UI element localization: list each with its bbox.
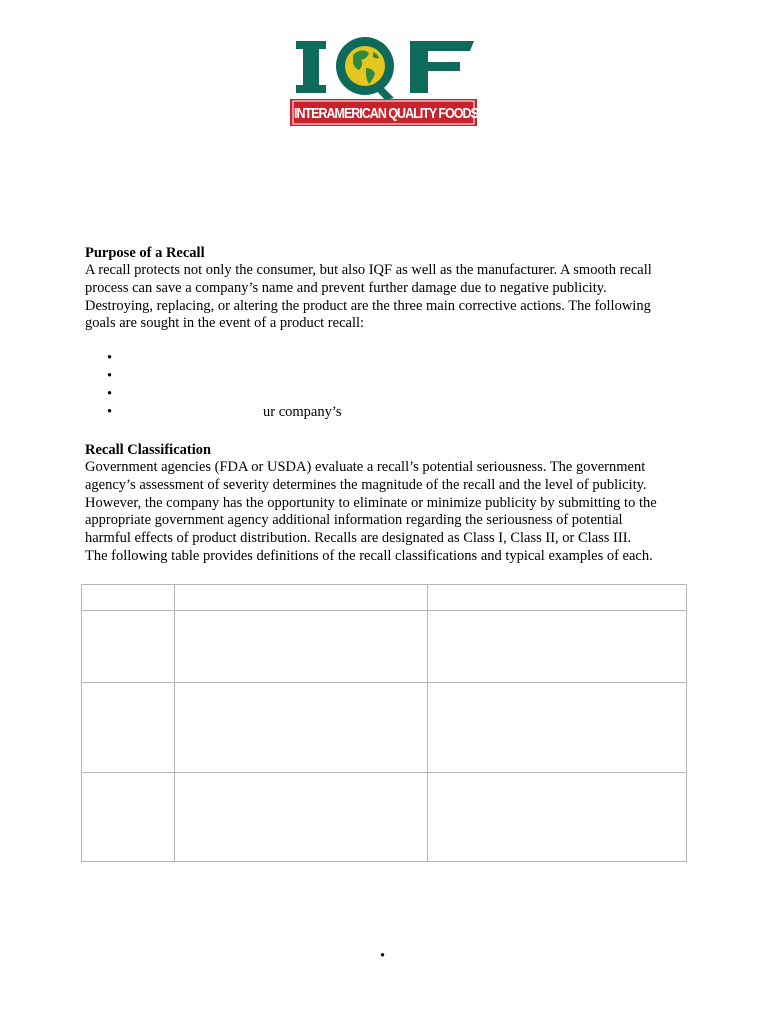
table-cell [82, 773, 175, 862]
purpose-line: Destroying, replacing, or altering the product are the three main corrective actions. The following [85, 297, 651, 314]
logo-tagline: INTERAMERICAN QUALITY FOODS, INC. [294, 104, 504, 122]
purpose-paragraph [85, 262, 695, 333]
classification-line: agency’s assessment of severity determines the magnitude of the recall and the level of publicity. [85, 476, 647, 493]
goal-text: ur company’s [263, 404, 342, 420]
classification-line: harmful effects of product distribution. Recalls are designated as Class I, Class II, or Class III. [85, 530, 632, 547]
table-row [82, 773, 687, 862]
table-row [82, 683, 687, 773]
table-cell [82, 683, 175, 773]
table-cell [175, 773, 428, 862]
table-cell [428, 585, 687, 611]
classification-paragraph [85, 459, 695, 566]
list-item [85, 367, 685, 385]
table-cell [175, 683, 428, 773]
table-cell [428, 773, 687, 862]
table-cell [428, 683, 687, 773]
purpose-line: process can save a company’s name and prevent further damage due to negative publicity. [85, 279, 607, 296]
list-item [85, 349, 685, 367]
recall-goals-list [85, 349, 685, 421]
table-cell [175, 585, 428, 611]
list-item [85, 385, 685, 403]
page-footer-mark: • [380, 948, 386, 964]
table-cell [82, 611, 175, 683]
company-logo [290, 35, 504, 127]
bullet-mark: • [107, 404, 113, 420]
purpose-line: A recall protects not only the consumer, but also IQF as well as the manufacturer. A smooth recall [85, 262, 652, 278]
table-cell [428, 611, 687, 683]
classification-line: However, the company has the opportunity to eliminate or minimize publicity by submitting to the [85, 494, 657, 511]
table-header-row [82, 585, 687, 611]
classification-heading: Recall Classification [85, 442, 212, 458]
list-item [85, 403, 685, 421]
purpose-heading: Purpose of a Recall [85, 245, 205, 261]
classification-line: The following table provides definitions of the recall classifications and typical examples of each. [85, 547, 653, 564]
recall-classification-table [81, 584, 687, 862]
table-cell [175, 611, 428, 683]
classification-line: Government agencies (FDA or USDA) evaluate a recall’s potential seriousness. The government [85, 459, 646, 475]
bullet-mark: • [107, 368, 113, 384]
bullet-mark: • [107, 350, 113, 366]
table-row [82, 611, 687, 683]
classification-line: appropriate government agency additional information regarding the seriousness of potential [85, 512, 623, 529]
bullet-mark: • [107, 386, 113, 402]
table-cell [82, 585, 175, 611]
purpose-line: goals are sought in the event of a product recall: [85, 315, 365, 332]
